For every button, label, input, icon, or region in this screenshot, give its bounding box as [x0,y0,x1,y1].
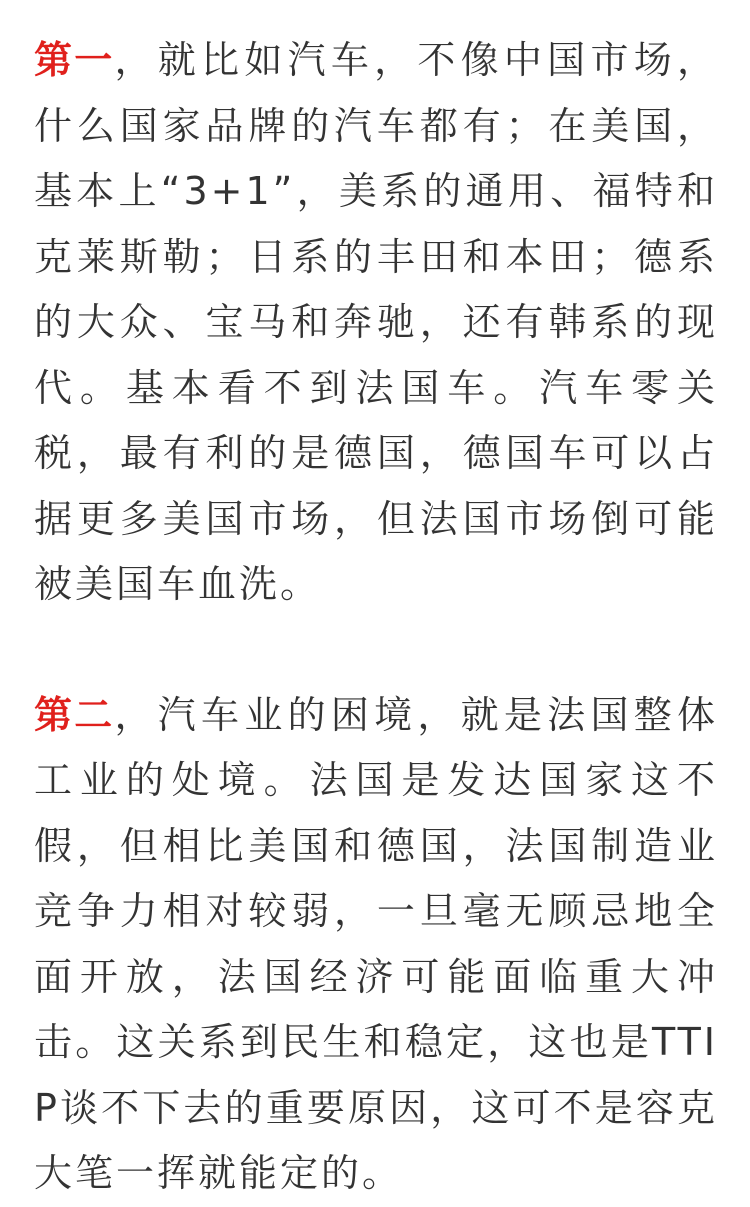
paragraph-lead-first: 第一 [34,38,115,82]
paragraph-text-second: ，汽车业的困境，就是法国整体工业的处境。法国是发达国家这不假，但相比美国和德国，法国制造业竞争力相对较弱，一旦毫无顾忌地全面开放，法国经济可能面临重大冲击。这关系到民生和稳定，这也是TTIP谈不下去的重要原因，这可不是容克大笔一挥就能定的。 [34,692,718,1195]
paragraph-text-first: ，就比如汽车，不像中国市场，什么国家品牌的汽车都有；在美国，基本上“3+1”，美系的通用、福特和克莱斯勒；日系的丰田和本田；德系的大众、宝马和奔驰，还有韩系的现代。基本看不到法国车。汽车零关税，最有利的是德国，德国车可以占据更多美国市场，但法国市场倒可能被美国车血洗。 [34,38,718,606]
paragraph-lead-second: 第二 [34,692,115,737]
paragraph-first [34,28,718,618]
article-body [34,28,718,1207]
paragraph-second [34,683,718,1207]
